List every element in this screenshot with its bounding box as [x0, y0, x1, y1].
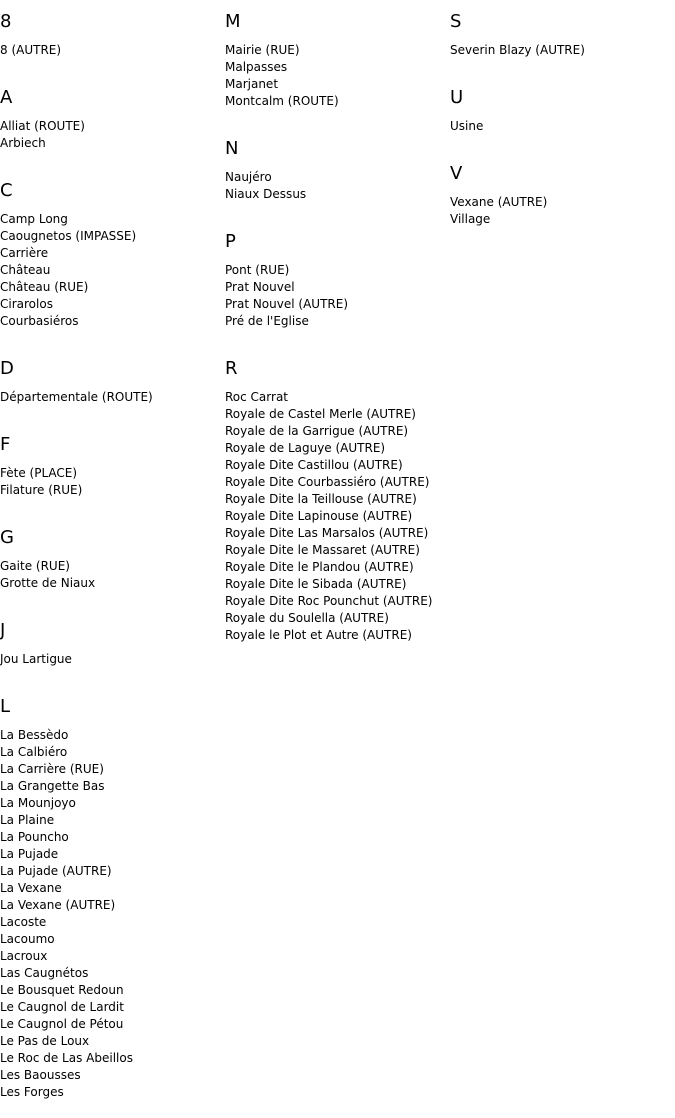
index-column-1 [0, 0, 225, 1118]
street-list [0, 465, 225, 499]
street-list-item: Courbasiéros [0, 314, 79, 328]
street-list-item: Château (RUE) [0, 280, 89, 294]
letter-section [225, 0, 450, 110]
street-list-item: Caougnetos (IMPASSE) [0, 229, 137, 243]
street-list-item: Les Baousses [0, 1068, 81, 1082]
street-list-item: Pont (RUE) [225, 263, 290, 277]
letter-section [450, 0, 675, 59]
section-letter-heading: L [0, 696, 11, 717]
street-list-item: Las Caugnétos [0, 966, 89, 980]
street-list-item: Royale de Laguye (AUTRE) [225, 441, 386, 455]
street-list-item: Le Pas de Loux [0, 1034, 90, 1048]
street-list [0, 118, 225, 152]
section-letter-heading: G [0, 527, 14, 548]
letter-section [0, 347, 225, 406]
street-list-item: Severin Blazy (AUTRE) [450, 43, 585, 57]
street-list-item: Cirarolos [0, 297, 53, 311]
street-list-item: Gaite (RUE) [0, 559, 70, 573]
street-list-item: Le Caugnol de Lardit [0, 1000, 124, 1014]
letter-section [0, 685, 225, 1101]
letter-section [450, 76, 675, 135]
street-list-item: Royale Dite le Plandou (AUTRE) [225, 560, 414, 574]
street-list-item: Royale Dite Lapinouse (AUTRE) [225, 509, 413, 523]
street-list-item: Vexane (AUTRE) [450, 195, 548, 209]
street-list-item: La Mounjoyo [0, 796, 76, 810]
street-list-item: Royale Dite le Massaret (AUTRE) [225, 543, 420, 557]
street-list-item: Camp Long [0, 212, 68, 226]
section-letter-heading: M [225, 11, 241, 32]
street-list-item: Royale Dite Las Marsalos (AUTRE) [225, 526, 429, 540]
letter-section [0, 0, 225, 59]
street-list-item: Départementale (ROUTE) [0, 390, 153, 404]
letter-section [0, 516, 225, 592]
street-list-item: Niaux Dessus [225, 187, 307, 201]
street-list-item: La Pouncho [0, 830, 69, 844]
letter-section [450, 152, 675, 228]
street-list-item: La Grangette Bas [0, 779, 105, 793]
street-list [225, 169, 450, 203]
street-list-item: Lacoste [0, 915, 47, 929]
street-list-item: Lacroux [0, 949, 48, 963]
section-letter-heading: F [0, 434, 11, 455]
street-list-item: Grotte de Niaux [0, 576, 96, 590]
street-list-item: Montcalm (ROUTE) [225, 94, 339, 108]
letter-section [0, 609, 225, 668]
index-column-3 [450, 0, 675, 245]
street-list [225, 389, 450, 644]
street-list-item: Lacoumo [0, 932, 55, 946]
street-list [225, 262, 450, 330]
street-list-item: Filature (RUE) [0, 483, 83, 497]
street-list [450, 194, 675, 228]
street-list-item: Royale Dite la Teillouse (AUTRE) [225, 492, 417, 506]
street-list [225, 42, 450, 110]
street-list [0, 42, 225, 59]
street-list-item: Pré de l'Eglise [225, 314, 309, 328]
street-list-item: Prat Nouvel [225, 280, 295, 294]
street-list-item: La Vexane [0, 881, 62, 895]
section-letter-heading: A [0, 87, 13, 108]
letter-section [0, 169, 225, 330]
letter-section [225, 220, 450, 330]
street-list-item: Le Caugnol de Pétou [0, 1017, 124, 1031]
street-list-item: Royale Dite Courbassiéro (AUTRE) [225, 475, 430, 489]
street-list [0, 727, 225, 1101]
street-list-item: Château [0, 263, 51, 277]
street-list-item: Malpasses [225, 60, 288, 74]
street-list-item: Royale Dite le Sibada (AUTRE) [225, 577, 407, 591]
section-letter-heading: V [450, 163, 463, 184]
street-list [0, 389, 225, 406]
letter-section [0, 76, 225, 152]
street-list [450, 42, 675, 59]
street-list-item: Carrière [0, 246, 49, 260]
street-list-item: Royale le Plot et Autre (AUTRE) [225, 628, 412, 642]
street-list-item: La Carrière (RUE) [0, 762, 104, 776]
street-list-item: La Bessèdo [0, 728, 69, 742]
street-list-item: Les Forges [0, 1085, 64, 1099]
street-list-item: La Pujade [0, 847, 59, 861]
street-list-item: Arbiech [0, 136, 46, 150]
street-list-item: Jou Lartigue [0, 652, 72, 666]
section-letter-heading: 8 [0, 11, 12, 32]
street-list-item: 8 (AUTRE) [0, 43, 62, 57]
street-list-item: Prat Nouvel (AUTRE) [225, 297, 348, 311]
street-list [0, 211, 225, 330]
street-list-item: Fète (PLACE) [0, 466, 78, 480]
section-letter-heading: J [0, 620, 6, 641]
street-list-item: Marjanet [225, 77, 279, 91]
street-list-item: La Calbiéro [0, 745, 68, 759]
street-list [0, 558, 225, 592]
street-list [0, 651, 225, 668]
street-list-item: Alliat (ROUTE) [0, 119, 85, 133]
street-list-item: Mairie (RUE) [225, 43, 300, 57]
street-list-item: La Vexane (AUTRE) [0, 898, 116, 912]
letter-section [225, 127, 450, 203]
street-list-item: Village [450, 212, 491, 226]
street-list-item: Le Bousquet Redoun [0, 983, 124, 997]
street-list-item: Royale Dite Roc Pounchut (AUTRE) [225, 594, 433, 608]
section-letter-heading: N [225, 138, 239, 159]
street-list-item: Usine [450, 119, 484, 133]
letter-section [0, 423, 225, 499]
section-letter-heading: D [0, 358, 14, 379]
letter-section [225, 347, 450, 644]
street-list [450, 118, 675, 135]
section-letter-heading: U [450, 87, 464, 108]
street-list-item: La Pujade (AUTRE) [0, 864, 112, 878]
street-list-item: Naujéro [225, 170, 272, 184]
street-list-item: Royale du Soulella (AUTRE) [225, 611, 389, 625]
section-letter-heading: P [225, 231, 236, 252]
street-list-item: Royale de Castel Merle (AUTRE) [225, 407, 416, 421]
section-letter-heading: R [225, 358, 238, 379]
street-list-item: Royale de la Garrigue (AUTRE) [225, 424, 409, 438]
street-list-item: La Plaine [0, 813, 55, 827]
section-letter-heading: C [0, 180, 13, 201]
section-letter-heading: S [450, 11, 462, 32]
street-list-item: Royale Dite Castillou (AUTRE) [225, 458, 403, 472]
street-list-item: Roc Carrat [225, 390, 288, 404]
index-column-2 [225, 0, 450, 661]
street-list-item: Le Roc de Las Abeillos [0, 1051, 133, 1065]
